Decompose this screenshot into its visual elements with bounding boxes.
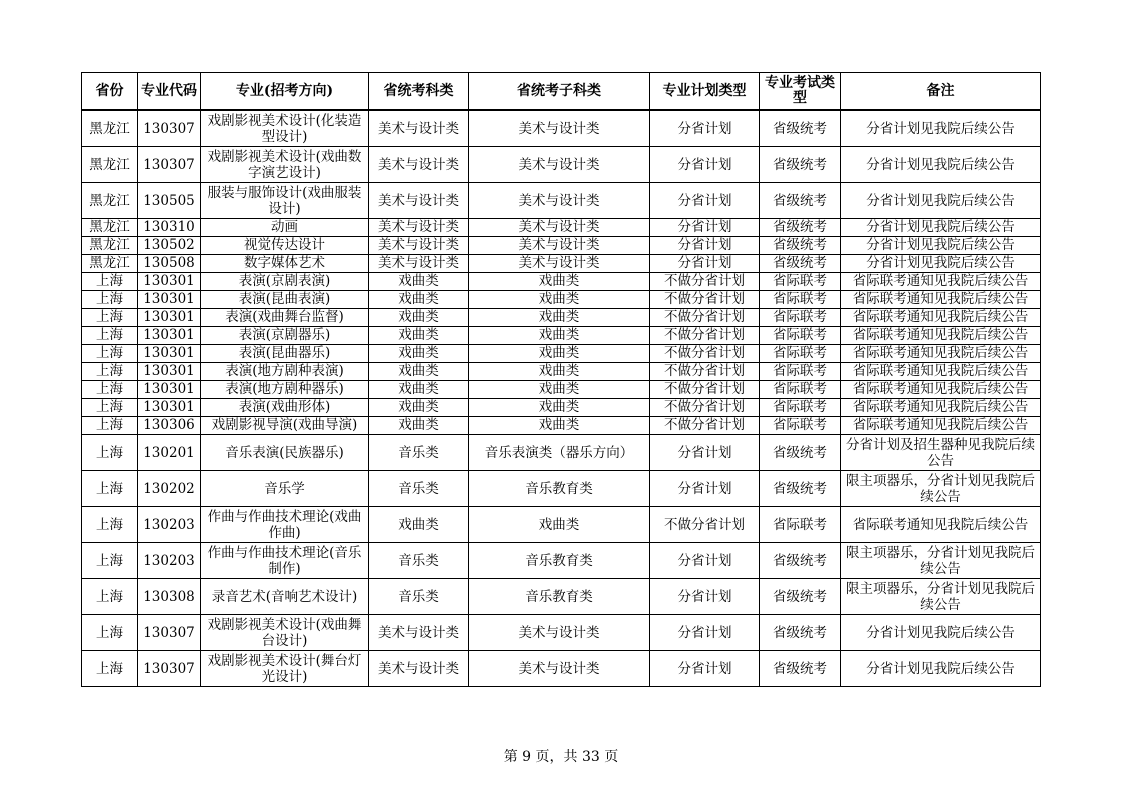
cell-remarks: 省际联考通知见我院后续公告: [841, 291, 1041, 309]
cell-major: 表演(地方剧种器乐): [201, 381, 369, 399]
cell-exam-subcategory: 音乐教育类: [469, 579, 650, 615]
cell-exam-subcategory: 戏曲类: [469, 417, 650, 435]
cell-major: 表演(地方剧种表演): [201, 363, 369, 381]
cell-exam-category: 戏曲类: [369, 507, 469, 543]
header-major: 专业(招考方向): [201, 73, 369, 111]
cell-exam-category: 戏曲类: [369, 399, 469, 417]
cell-exam-type: 省级统考: [760, 651, 841, 687]
cell-province: 上海: [82, 435, 138, 471]
cell-province: 黑龙江: [82, 255, 138, 273]
cell-exam-type: 省级统考: [760, 471, 841, 507]
cell-province: 上海: [82, 309, 138, 327]
cell-exam-category: 戏曲类: [369, 273, 469, 291]
cell-major-code: 130301: [138, 399, 201, 417]
cell-province: 上海: [82, 471, 138, 507]
cell-exam-category: 美术与设计类: [369, 237, 469, 255]
cell-province: 上海: [82, 399, 138, 417]
cell-exam-category: 音乐类: [369, 471, 469, 507]
cell-province: 上海: [82, 543, 138, 579]
cell-major: 表演(京剧表演): [201, 273, 369, 291]
table-row: [82, 327, 1041, 345]
cell-exam-subcategory: 美术与设计类: [469, 237, 650, 255]
table-row: [82, 273, 1041, 291]
table-row: [82, 345, 1041, 363]
cell-major-code: 130301: [138, 273, 201, 291]
cell-exam-type: 省级统考: [760, 435, 841, 471]
cell-exam-type: 省际联考: [760, 381, 841, 399]
cell-major-code: 130301: [138, 345, 201, 363]
cell-exam-category: 美术与设计类: [369, 255, 469, 273]
cell-exam-subcategory: 戏曲类: [469, 345, 650, 363]
table-row: [82, 183, 1041, 219]
cell-exam-type: 省级统考: [760, 579, 841, 615]
cell-province: 黑龙江: [82, 147, 138, 183]
cell-remarks: 分省计划及招生器种见我院后续公告: [841, 435, 1041, 471]
cell-major: 视觉传达设计: [201, 237, 369, 255]
cell-remarks: 分省计划见我院后续公告: [841, 651, 1041, 687]
cell-major: 作曲与作曲技术理论(戏曲作曲): [201, 507, 369, 543]
header-exam-type: 专业考试类型: [760, 73, 841, 111]
cell-exam-type: 省际联考: [760, 363, 841, 381]
header-remarks: 备注: [841, 73, 1041, 111]
cell-remarks: 省际联考通知见我院后续公告: [841, 327, 1041, 345]
cell-province: 上海: [82, 381, 138, 399]
cell-major-code: 130505: [138, 183, 201, 219]
page-number: 第 9 页，共 33 页: [503, 749, 619, 765]
cell-exam-type: 省际联考: [760, 507, 841, 543]
cell-major-code: 130306: [138, 417, 201, 435]
table-row: [82, 237, 1041, 255]
cell-province: 上海: [82, 291, 138, 309]
cell-major: 数字媒体艺术: [201, 255, 369, 273]
cell-province: 上海: [82, 417, 138, 435]
cell-major: 戏剧影视美术设计(舞台灯光设计): [201, 651, 369, 687]
cell-province: 上海: [82, 327, 138, 345]
cell-exam-type: 省级统考: [760, 110, 841, 147]
cell-major-code: 130301: [138, 381, 201, 399]
cell-exam-type: 省级统考: [760, 237, 841, 255]
cell-exam-subcategory: 戏曲类: [469, 273, 650, 291]
cell-province: 上海: [82, 273, 138, 291]
cell-major-code: 130203: [138, 543, 201, 579]
cell-major: 动画: [201, 219, 369, 237]
table-row: [82, 579, 1041, 615]
cell-exam-type: 省级统考: [760, 219, 841, 237]
cell-plan-type: 不做分省计划: [650, 381, 760, 399]
cell-exam-subcategory: 美术与设计类: [469, 615, 650, 651]
cell-province: 黑龙江: [82, 237, 138, 255]
cell-remarks: 省际联考通知见我院后续公告: [841, 417, 1041, 435]
cell-plan-type: 分省计划: [650, 615, 760, 651]
cell-exam-type: 省级统考: [760, 183, 841, 219]
cell-major: 戏剧影视美术设计(化装造型设计): [201, 110, 369, 147]
table-row: [82, 615, 1041, 651]
cell-exam-subcategory: 戏曲类: [469, 399, 650, 417]
header-exam-subcategory: 省统考子科类: [469, 73, 650, 111]
table-row: [82, 417, 1041, 435]
table-row: [82, 381, 1041, 399]
cell-major: 表演(昆曲表演): [201, 291, 369, 309]
cell-major: 音乐学: [201, 471, 369, 507]
cell-major-code: 130308: [138, 579, 201, 615]
cell-remarks: 分省计划见我院后续公告: [841, 110, 1041, 147]
cell-exam-type: 省际联考: [760, 327, 841, 345]
table-row: [82, 435, 1041, 471]
cell-exam-type: 省级统考: [760, 255, 841, 273]
cell-remarks: 省际联考通知见我院后续公告: [841, 399, 1041, 417]
cell-major: 表演(戏曲舞台监督): [201, 309, 369, 327]
cell-major-code: 130301: [138, 309, 201, 327]
cell-remarks: 分省计划见我院后续公告: [841, 615, 1041, 651]
header-exam-category: 省统考科类: [369, 73, 469, 111]
cell-exam-category: 美术与设计类: [369, 147, 469, 183]
cell-exam-subcategory: 美术与设计类: [469, 147, 650, 183]
table-row: [82, 651, 1041, 687]
cell-exam-subcategory: 音乐教育类: [469, 543, 650, 579]
cell-major-code: 130301: [138, 327, 201, 345]
cell-remarks: 省际联考通知见我院后续公告: [841, 309, 1041, 327]
cell-major: 服装与服饰设计(戏曲服装设计): [201, 183, 369, 219]
table-row: [82, 219, 1041, 237]
cell-major-code: 130301: [138, 291, 201, 309]
cell-major: 戏剧影视导演(戏曲导演): [201, 417, 369, 435]
cell-remarks: 分省计划见我院后续公告: [841, 237, 1041, 255]
cell-exam-category: 戏曲类: [369, 345, 469, 363]
cell-exam-type: 省际联考: [760, 399, 841, 417]
cell-major: 戏剧影视美术设计(戏曲舞台设计): [201, 615, 369, 651]
cell-plan-type: 不做分省计划: [650, 363, 760, 381]
cell-exam-subcategory: 音乐教育类: [469, 471, 650, 507]
cell-remarks: 限主项器乐，分省计划见我院后续公告: [841, 471, 1041, 507]
cell-plan-type: 分省计划: [650, 147, 760, 183]
cell-major: 表演(京剧器乐): [201, 327, 369, 345]
cell-plan-type: 分省计划: [650, 471, 760, 507]
cell-plan-type: 不做分省计划: [650, 345, 760, 363]
cell-province: 上海: [82, 579, 138, 615]
header-row: [82, 73, 1041, 111]
cell-major-code: 130203: [138, 507, 201, 543]
cell-plan-type: 不做分省计划: [650, 273, 760, 291]
cell-plan-type: 不做分省计划: [650, 507, 760, 543]
cell-exam-category: 戏曲类: [369, 309, 469, 327]
cell-exam-category: 美术与设计类: [369, 219, 469, 237]
cell-major-code: 130310: [138, 219, 201, 237]
table-row: [82, 543, 1041, 579]
cell-exam-category: 戏曲类: [369, 381, 469, 399]
cell-exam-subcategory: 戏曲类: [469, 381, 650, 399]
cell-exam-category: 美术与设计类: [369, 110, 469, 147]
cell-remarks: 省际联考通知见我院后续公告: [841, 345, 1041, 363]
cell-plan-type: 不做分省计划: [650, 327, 760, 345]
header-major-code: 专业代码: [138, 73, 201, 111]
cell-exam-type: 省级统考: [760, 615, 841, 651]
cell-plan-type: 分省计划: [650, 183, 760, 219]
header-province: 省份: [82, 73, 138, 111]
cell-exam-subcategory: 戏曲类: [469, 507, 650, 543]
cell-remarks: 分省计划见我院后续公告: [841, 147, 1041, 183]
cell-exam-category: 美术与设计类: [369, 651, 469, 687]
cell-major: 作曲与作曲技术理论(音乐制作): [201, 543, 369, 579]
cell-major: 录音艺术(音响艺术设计): [201, 579, 369, 615]
cell-exam-category: 戏曲类: [369, 327, 469, 345]
cell-major-code: 130307: [138, 147, 201, 183]
cell-remarks: 省际联考通知见我院后续公告: [841, 381, 1041, 399]
cell-exam-subcategory: 美术与设计类: [469, 651, 650, 687]
cell-exam-type: 省级统考: [760, 543, 841, 579]
cell-major-code: 130307: [138, 110, 201, 147]
cell-plan-type: 分省计划: [650, 543, 760, 579]
cell-exam-subcategory: 美术与设计类: [469, 255, 650, 273]
cell-exam-type: 省际联考: [760, 291, 841, 309]
cell-remarks: 省际联考通知见我院后续公告: [841, 507, 1041, 543]
table-row: [82, 291, 1041, 309]
cell-plan-type: 不做分省计划: [650, 291, 760, 309]
cell-province: 黑龙江: [82, 219, 138, 237]
cell-plan-type: 分省计划: [650, 579, 760, 615]
cell-province: 黑龙江: [82, 183, 138, 219]
cell-major: 表演(昆曲器乐): [201, 345, 369, 363]
table-body: [82, 110, 1041, 687]
cell-province: 上海: [82, 363, 138, 381]
cell-exam-subcategory: 美术与设计类: [469, 219, 650, 237]
cell-exam-category: 音乐类: [369, 579, 469, 615]
cell-remarks: 省际联考通知见我院后续公告: [841, 273, 1041, 291]
cell-remarks: 分省计划见我院后续公告: [841, 219, 1041, 237]
cell-remarks: 分省计划见我院后续公告: [841, 183, 1041, 219]
cell-plan-type: 不做分省计划: [650, 399, 760, 417]
cell-exam-subcategory: 戏曲类: [469, 363, 650, 381]
cell-province: 上海: [82, 651, 138, 687]
cell-major: 音乐表演(民族器乐): [201, 435, 369, 471]
cell-exam-subcategory: 戏曲类: [469, 291, 650, 309]
cell-plan-type: 分省计划: [650, 110, 760, 147]
cell-major-code: 130502: [138, 237, 201, 255]
table-row: [82, 507, 1041, 543]
cell-exam-category: 戏曲类: [369, 417, 469, 435]
table-row: [82, 471, 1041, 507]
cell-exam-category: 美术与设计类: [369, 615, 469, 651]
cell-province: 上海: [82, 615, 138, 651]
cell-exam-subcategory: 戏曲类: [469, 327, 650, 345]
table-row: [82, 399, 1041, 417]
cell-exam-category: 音乐类: [369, 435, 469, 471]
cell-major-code: 130301: [138, 363, 201, 381]
table-row: [82, 309, 1041, 327]
cell-plan-type: 分省计划: [650, 237, 760, 255]
cell-exam-subcategory: 美术与设计类: [469, 110, 650, 147]
table-row: [82, 255, 1041, 273]
cell-exam-subcategory: 戏曲类: [469, 309, 650, 327]
cell-major-code: 130202: [138, 471, 201, 507]
cell-major-code: 130508: [138, 255, 201, 273]
cell-major-code: 130307: [138, 651, 201, 687]
cell-province: 黑龙江: [82, 110, 138, 147]
header-plan-type: 专业计划类型: [650, 73, 760, 111]
cell-major-code: 130201: [138, 435, 201, 471]
table-row: [82, 363, 1041, 381]
cell-exam-type: 省际联考: [760, 309, 841, 327]
cell-exam-category: 戏曲类: [369, 363, 469, 381]
cell-remarks: 分省计划见我院后续公告: [841, 255, 1041, 273]
cell-exam-subcategory: 美术与设计类: [469, 183, 650, 219]
cell-exam-subcategory: 音乐表演类（器乐方向）: [469, 435, 650, 471]
cell-exam-category: 美术与设计类: [369, 183, 469, 219]
cell-exam-type: 省际联考: [760, 273, 841, 291]
cell-province: 上海: [82, 507, 138, 543]
cell-remarks: 限主项器乐，分省计划见我院后续公告: [841, 579, 1041, 615]
cell-exam-type: 省际联考: [760, 345, 841, 363]
cell-exam-type: 省际联考: [760, 417, 841, 435]
cell-remarks: 省际联考通知见我院后续公告: [841, 363, 1041, 381]
cell-plan-type: 分省计划: [650, 435, 760, 471]
cell-province: 上海: [82, 345, 138, 363]
cell-plan-type: 分省计划: [650, 255, 760, 273]
cell-exam-type: 省级统考: [760, 147, 841, 183]
cell-exam-category: 音乐类: [369, 543, 469, 579]
cell-plan-type: 不做分省计划: [650, 309, 760, 327]
table-row: [82, 147, 1041, 183]
cell-plan-type: 分省计划: [650, 651, 760, 687]
cell-plan-type: 分省计划: [650, 219, 760, 237]
cell-plan-type: 不做分省计划: [650, 417, 760, 435]
admissions-table: [81, 72, 1041, 687]
cell-remarks: 限主项器乐，分省计划见我院后续公告: [841, 543, 1041, 579]
cell-exam-category: 戏曲类: [369, 291, 469, 309]
table-row: [82, 110, 1041, 147]
cell-major: 戏剧影视美术设计(戏曲数字演艺设计): [201, 147, 369, 183]
cell-major: 表演(戏曲形体): [201, 399, 369, 417]
cell-major-code: 130307: [138, 615, 201, 651]
